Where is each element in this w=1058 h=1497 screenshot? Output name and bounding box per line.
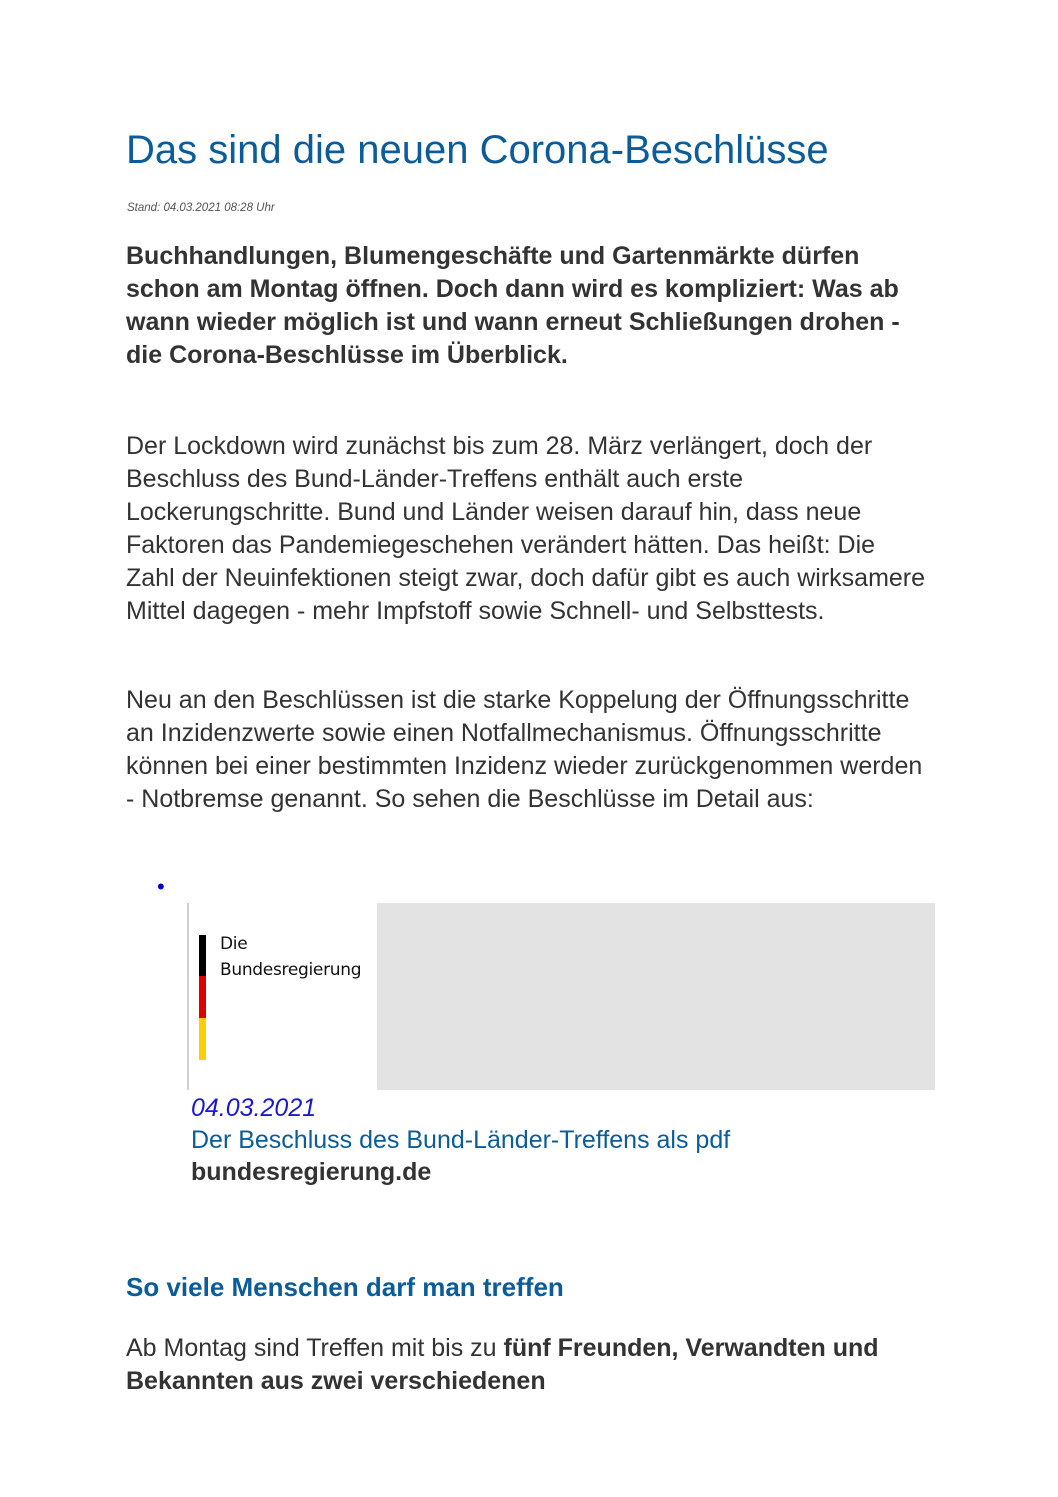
list-bullet: • [157,874,165,899]
logo-line-2: Bundesregierung [220,960,362,980]
card-date: 04.03.2021 [191,1094,317,1122]
paragraph-text: Ab Montag sind Treffen mit bis zu [126,1334,504,1362]
logo-text [220,931,361,983]
document-link-card[interactable] [187,903,935,1090]
pdf-link-text[interactable]: Der Beschluss des Bund-Länder-Treffens als pdf [191,1126,731,1154]
link-source: bundesregierung.de [191,1158,432,1186]
paragraph-bold-text: fünf Freunden, Verwandten und Bekannten aus zwei verschiedenen [126,1334,879,1395]
article-title: Das sind die neuen Corona-Beschlüsse [126,128,829,172]
flag-stripe-black [199,935,206,976]
bundesregierung-logo [187,903,377,1090]
logo-line-1: Die [220,934,248,954]
pdf-link[interactable] [191,1124,831,1188]
article-paragraph: Der Lockdown wird zunächst bis zum 28. März verlängert, doch der Beschluss des Bund-Länder-Treffens enthält auch erste Lockerungschritte. Bund und Länder weisen darauf hin, dass neue Faktoren das Pandemiegeschehen verändert hätten. Das heißt: Die Zahl der Neuinfektionen steigt zwar, doch dafür gibt es auch wirksamere Mittel dagegen - mehr Impfstoff sowie Schnell- und Selbsttests. [126,432,926,625]
article-timestamp: Stand: 04.03.2021 08:28 Uhr [127,202,275,214]
article-paragraph [126,1332,926,1398]
flag-stripe-gold [199,1018,206,1060]
flag-stripe-red [199,976,206,1018]
article-lead: Buchhandlungen, Blumengeschäfte und Gartenmärkte dürfen schon am Montag öffnen. Doch dann wird es kompliziert: Was ab wann wieder möglich ist und wann erneut Schließungen drohen - die Corona-Beschlüsse im Überblick. [126,242,900,369]
article-paragraph: Neu an den Beschlüssen ist die starke Koppelung der Öffnungsschritte an Inzidenzwerte sowie einen Notfallmechanismus. Öffnungsschritte können bei einer bestimmten Inzidenz wieder zurückgenommen werden - Notbremse genannt. So sehen die Beschlüsse im Detail aus: [126,686,923,813]
section-heading: So viele Menschen darf man treffen [126,1272,564,1302]
